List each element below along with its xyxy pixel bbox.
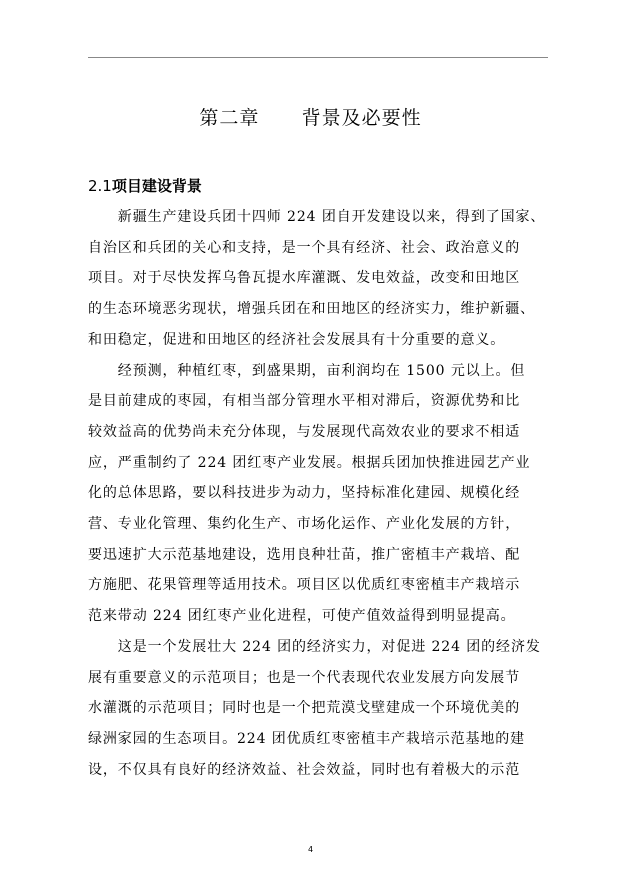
text-line: 自治区和兵团的关心和支持，是一个具有经济、社会、政治意义的 bbox=[88, 239, 521, 256]
section-heading bbox=[88, 175, 202, 196]
text-line: 展有重要意义的示范项目；也是一个代表现代农业发展方向发展节 bbox=[88, 669, 521, 686]
section-number: 2.1 bbox=[88, 177, 112, 195]
header-rule bbox=[88, 57, 548, 58]
page-number: 4 bbox=[307, 845, 314, 854]
text-line: 化的总体思路，要以科技进步为动力，坚持标准化建园、规模化经 bbox=[88, 485, 521, 502]
text-line: 设，不仅具有良好的经济效益、社会效益，同时也有着极大的示范 bbox=[88, 761, 521, 778]
text-line: 绿洲家园的生态项目。224 团优质红枣密植丰产栽培示范基地的建 bbox=[88, 730, 526, 747]
chapter-title: 第二章 背景及必要性 bbox=[199, 107, 422, 129]
text-line: 应，严重制约了 224 团红枣产业发展。根据兵团加快推进园艺产业 bbox=[88, 454, 531, 471]
text-line: 方施肥、花果管理等适用技术。项目区以优质红枣密植丰产栽培示 bbox=[88, 577, 521, 594]
text-line: 项目。对于尽快发挥乌鲁瓦提水库灌溉、发电效益，改变和田地区 bbox=[88, 270, 521, 287]
text-line: 新疆生产建设兵团十四师 224 团自开发建设以来，得到了国家、 bbox=[88, 209, 546, 225]
text-line: 的生态环境恶劣现状，增强兵团在和田地区的经济实力，维护新疆、 bbox=[88, 301, 535, 318]
text-line: 和田稳定，促进和田地区的经济社会发展具有十分重要的意义。 bbox=[88, 331, 506, 348]
text-line: 这是一个发展壮大 224 团的经济实力，对促进 224 团的经济发 bbox=[88, 638, 541, 655]
text-line: 较效益高的优势尚未充分体现，与发展现代高效农业的要求不相适 bbox=[88, 423, 521, 440]
text-line: 是目前建成的枣园，有相当部分管理水平相对滞后，资源优势和比 bbox=[88, 393, 521, 410]
section-title: 项目建设背景 bbox=[111, 177, 202, 195]
text-line: 范来带动 224 团红枣产业化进程，可使产值效益得到明显提高。 bbox=[88, 608, 516, 625]
text-line: 营、专业化管理、集约化生产、市场化运作、产业化发展的方针， bbox=[88, 516, 521, 532]
text-line: 要迅速扩大示范基地建设，选用良种壮苗，推广密植丰产栽培、配 bbox=[88, 546, 521, 563]
text-line: 水灌溉的示范项目；同时也是一个把荒漠戈壁建成一个环境优美的 bbox=[88, 700, 521, 717]
text-line: 经预测，种植红枣，到盛果期，亩利润均在 1500 元以上。但 bbox=[88, 362, 526, 379]
